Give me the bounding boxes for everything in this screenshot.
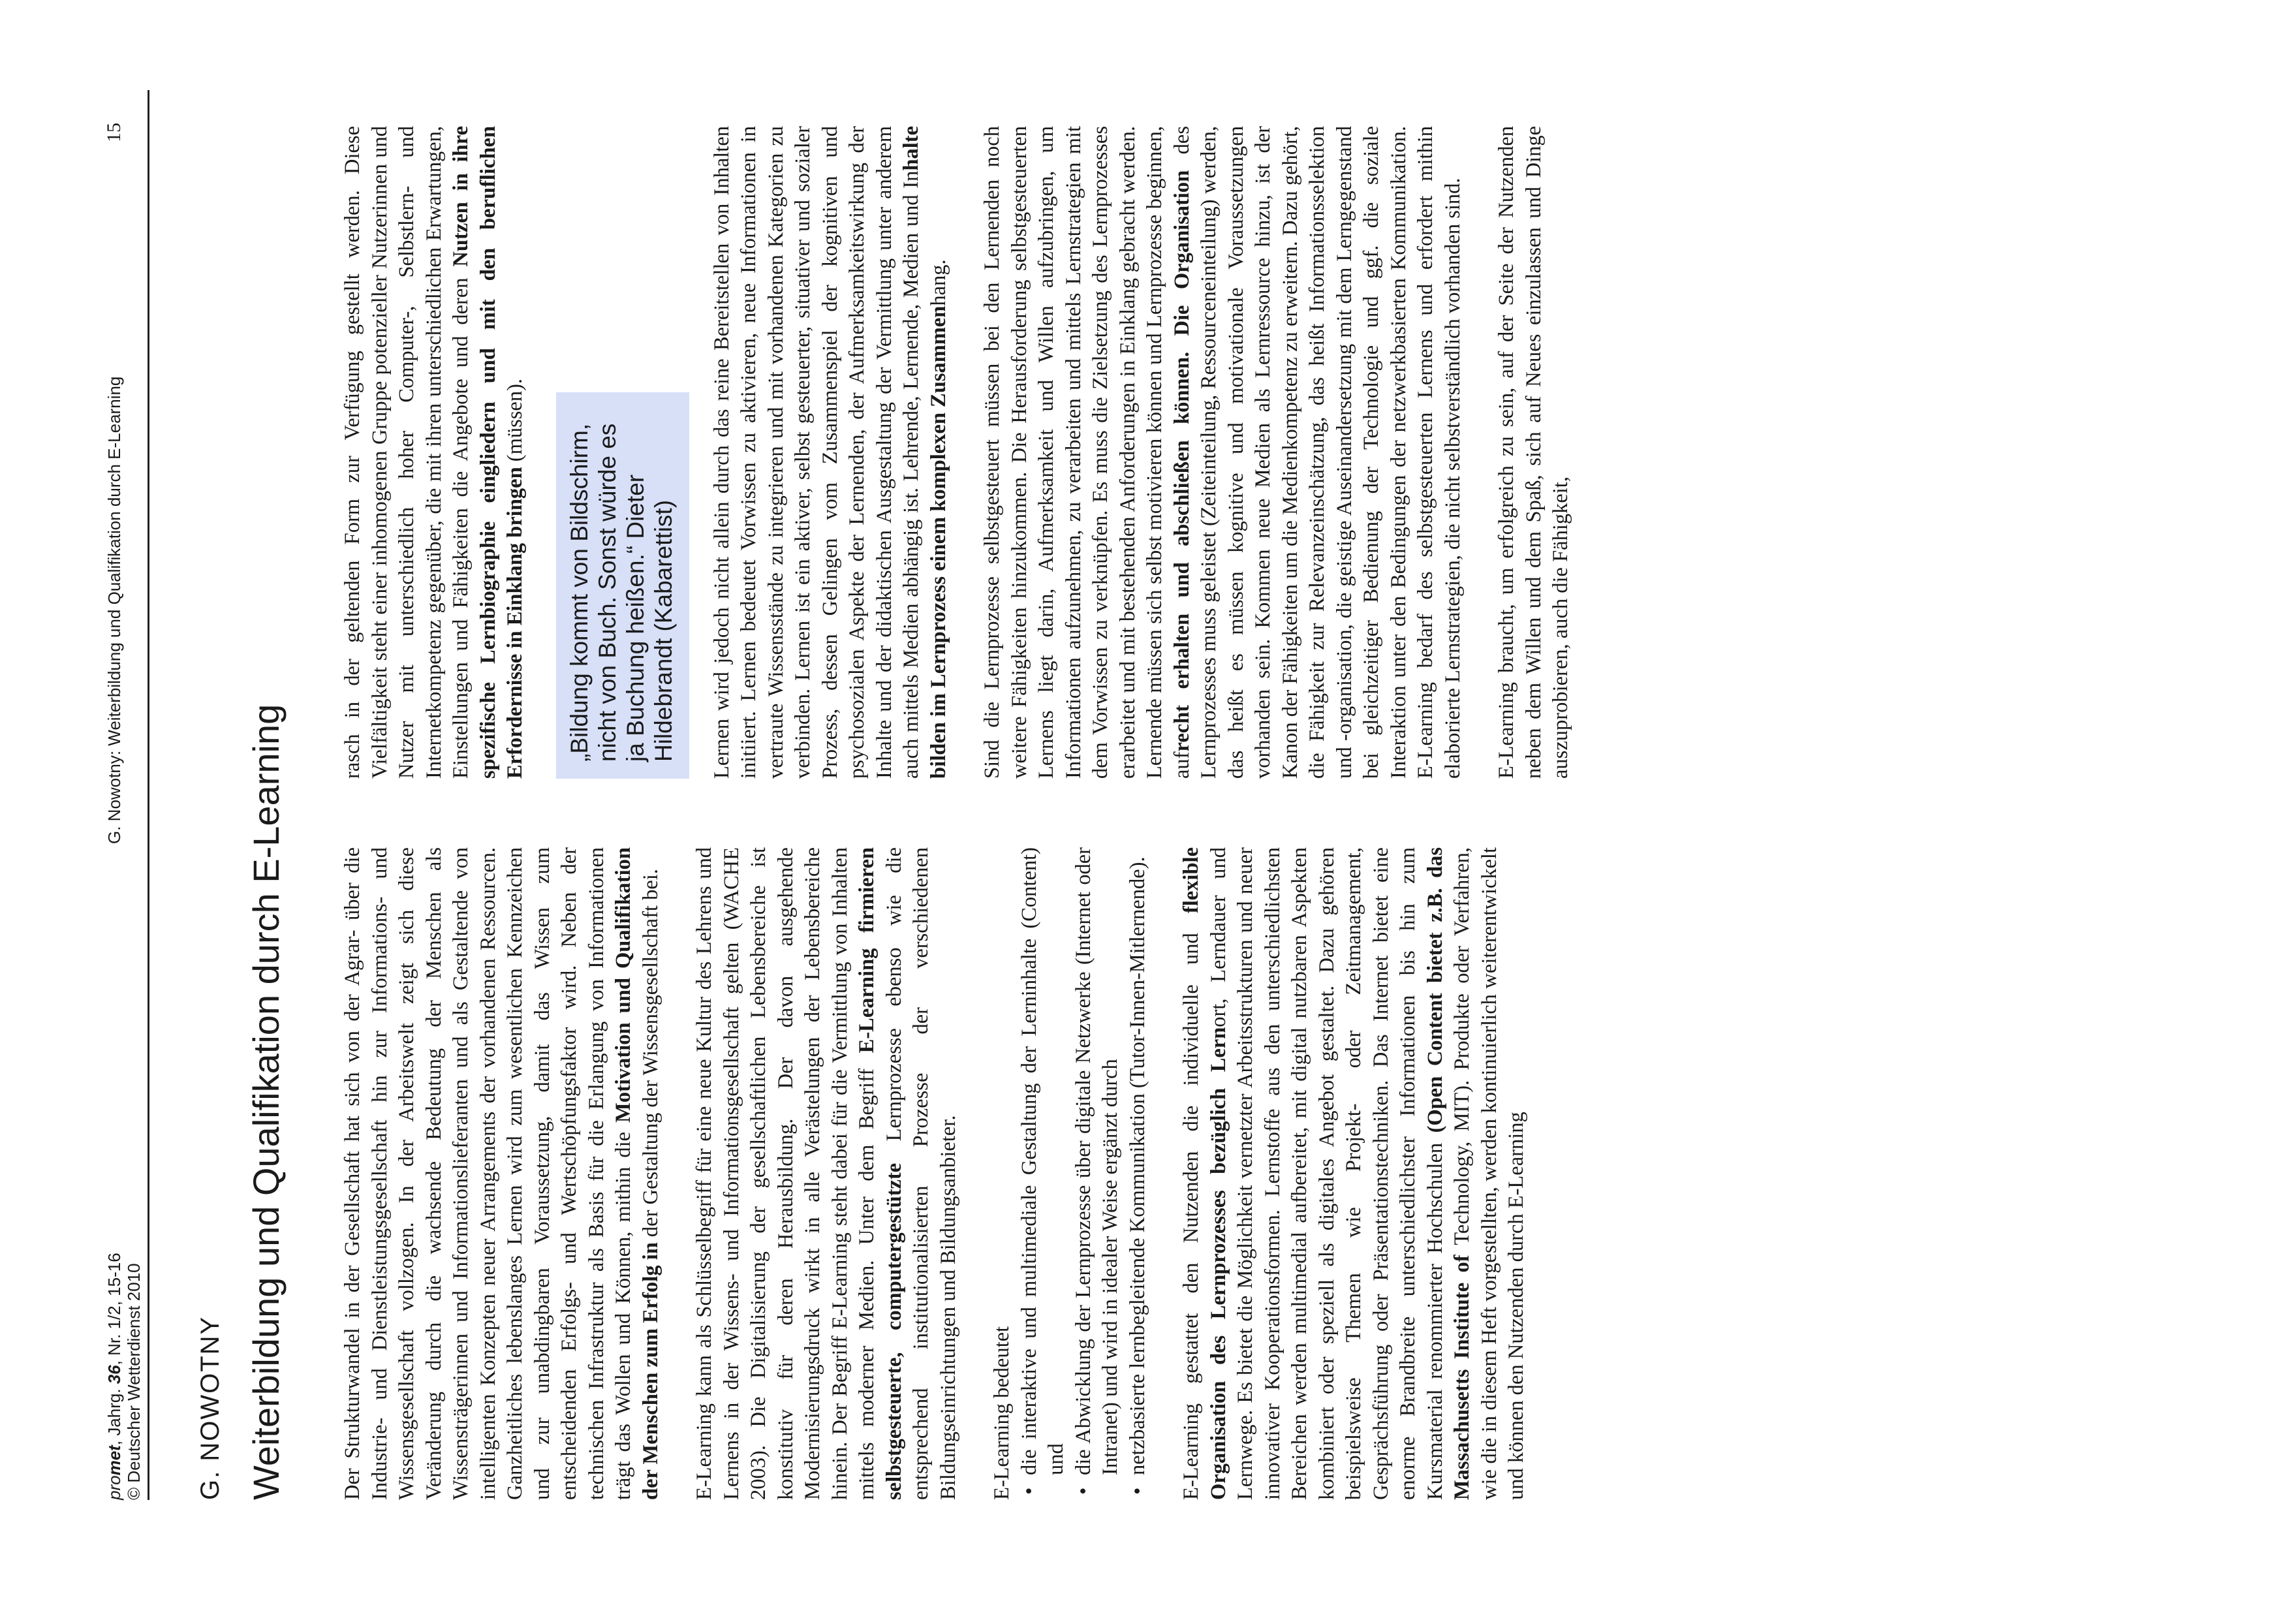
journal-citation: promet, Jahrg. 36, Nr. 1/2, 15-16 — [104, 1253, 124, 1500]
bullet-list — [1016, 847, 1152, 1500]
article-title: Weiterbildung und Qualifikation durch E-Learning — [245, 704, 287, 1500]
list-item: • die Abwicklung der Lernprozesse über digitale Netzwerke (Internet oder Intranet) und wird in idealer Weise ergänzt durch — [1070, 847, 1125, 1475]
paragraph: E-Learning gestattet den Nutzenden die individuelle und flexible Organisation des Lernprozesses bezüglich Lernort, Lerndauer und Lernwege. Es bietet die Möglichkeit vernetzter Arbeitsstrukturen und neuer innovativer Kooperationsformen. Lernstoffe aus den unterschiedlichsten Bereichen werden multimedial aufbereitet, mit digital nutzbaren Aspekten kombiniert oder speziell als digitales Angebot gestaltet. Dazu gehören beispielsweise Themen wie Projekt- oder Zeitmanagement, Gesprächsführung oder Präsentationstechniken. Das Internet bietet eine enorme Brandbreite unterschiedlichster Informationen bis hin zum Kursmaterial renommierter Hochschulen (Open Content bietet z.B. das Massachusetts Institute of Technology, MIT). Produkte oder Verfahren, wie die in diesem Heft vorgestellten, werden kontinuierlich weiterentwickelt und können den Nutzenden durch E-Learning — [1179, 847, 1528, 1500]
copyright-line: © Deutscher Wetterdienst 2010 — [124, 1263, 144, 1500]
author-name: G. NOWOTNY — [196, 1315, 225, 1500]
running-title: G. Nowotny: Weiterbildung und Qualifikation durch E-Learning — [104, 376, 124, 844]
header-rule — [148, 90, 149, 1500]
paragraph: E-Learning braucht, um erfolgreich zu sein, auf der Seite der Nutzenden neben dem Willen und dem Spaß, sich auf Neues einzulassen und Dinge auszuprobieren, auch die Fähigkeit, — [1495, 126, 1572, 779]
paragraph: E-Learning kann als Schlüsselbegriff für eine neue Kultur des Lehrens und Lernens in der Wissens- und Informationsgesellschaft gelten (WACHE 2003). Die Digitalisierung der gesellschaftlichen Lebensbereiche ist konstitutiv für deren Herausbildung. Der davon ausgehende Modernisierungsdruck wirkt in alle Verästelungen der Lebensbereiche hinein. Der Begriff E-Learning steht dabei für die Vermittlung von Inhalten mittels moderner Medien. Unter dem Begriff E-Learning firmieren selbstgesteuerte, computergestützte Lernprozesse ebenso wie die entsprechend institutionalisierten Prozesse der verschiedenen Bildungseinrichtungen und Bildungsanbieter. — [692, 847, 960, 1500]
list-item: • netzbasierte lernbegleitende Kommunikation (Tutor-Innen-Mitlernende). — [1125, 847, 1152, 1475]
paragraph: Der Strukturwandel in der Gesellschaft hat sich von der Agrar- über die Industrie- und Dienstleistungsgesellschaft hin zur Informations- und Wissensgesellschaft vollzogen. In der Arbeitswelt zeigt sich diese Veränderung durch die wachsende Bedeutung der Menschen als Wissensträgerinnen und Informationslieferanten und als Gestaltende von intelligenten Konzepten neuer Arrangements der vorhandenen Ressourcen. Ganzheitliches lebenslanges Lernen wird zum wesentlichen Kennzeichen und zur unabdingbaren Voraussetzung, damit das Wissen zum entscheidenden Erfolgs- und Wertschöpfungsfaktor wird. Neben der technischen Infrastruktur als Basis für die Erlangung von Informationen trägt das Wollen und Können, mithin die Motivation und Qualifikation der Menschen zum Erfolg in der Gestaltung der Wissensgesellschaft bei. — [341, 847, 662, 1500]
text-column-right — [339, 126, 2265, 779]
text-column-left — [339, 847, 2265, 1500]
list-item: • die interaktive und multimediale Gestaltung der Lerninhalte (Content) und — [1016, 847, 1070, 1475]
paragraph: E-Learning bedeutet — [990, 1326, 1014, 1500]
page-number: 15 — [103, 123, 125, 142]
paragraph: Lernen wird jedoch nicht allein durch das reine Bereitstellen von Inhalten initiiert. Lernen bedeutet Vorwissen zu aktivieren, neue Informationen in vertraute Wissensstände zu integrieren und mit vorhandenen Kategorien zu verbinden. Lernen ist ein aktiver, selbst gesteuerter, situativer und sozialer Prozess, dessen Gelingen vom Zusammenspiel der kognitiven und psychosozialen Aspekte der Lernenden, der Aufmerksamkeitswirkung der Inhalte und der didaktischen Ausgestaltung der Vermittlung unter anderem auch mittels Medien abhängig ist. Lehrende, Lernende, Medien und Inhalte bilden im Lernprozess einem komplexen Zusammenhang. — [709, 126, 950, 779]
paragraph: Sind die Lernprozesse selbstgesteuert müssen bei den Lernenden noch weitere Fähigkeiten hinzukommen. Die Herausforderung selbstgesteuerten Lernens liegt darin, Aufmerksamkeit und Willen aufzubringen, um Informationen aufzunehmen, zu verarbeiten und mittels Lernstrategien mit dem Vorwissen zu verknüpfen. Es muss die Zielsetzung des Lernprozesses erarbeitet und mit bestehenden Anforderungen in Einklang gebracht werden. Lernende müssen sich selbst motivieren können und Lernprozesse beginnen, aufrecht erhalten und abschließen können. Die Organisation des Lernprozesses muss geleistet (Zeiteinteilung, Ressourceneinteilung) werden, das heißt es müssen kognitive und motivationale Voraussetzungen vorhanden sein. Kommen neue Medien als Lernressource hinzu, ist der Kanon der Fähigkeiten um die Medienkompetenz zu erweitern. Dazu gehört, die Fähigkeit zur Relevanzeinschätzung, das heißt Informationsselektion und -organisation, die geistige Auseinandersetzung mit dem Lerngegenstand bei gleichzeitiger Bedienung der Technologie und ggf. die soziale Interaktion unter den Bedingungen der netzwerkbasierten Kommunikation. E-Learning bedarf des selbstgesteuerten Lernens und erfordert mithin elaborierte Lernstrategien, die nicht selbstverständlich vorhanden sind. — [980, 125, 1465, 779]
quote-box: „Bildung kommt von Bildschirm, nicht von Buch. Sonst würde es ja Buchung heißen.“ Dieter Hildebrandt (Kabarettist) — [556, 392, 689, 779]
running-header — [104, 90, 144, 1500]
paragraph: rasch in der geltenden Form zur Verfügung gestellt werden. Diese Vielfältigkeit steht einer inhomogenen Gruppe potenzieller Nutzerinnen und Nutzer mit unterschiedlich hoher Computer-, Selbstlern- und Internetkompetenz gegenüber, die mit ihren unterschiedlichen Erwartungen, Einstellungen und Fähigkeiten die Angebote und deren Nutzen in ihre spezifische Lernbiographie eingliedern und mit den beruflichen Erfordernisse in Einklang bringen (müssen). — [341, 125, 527, 779]
